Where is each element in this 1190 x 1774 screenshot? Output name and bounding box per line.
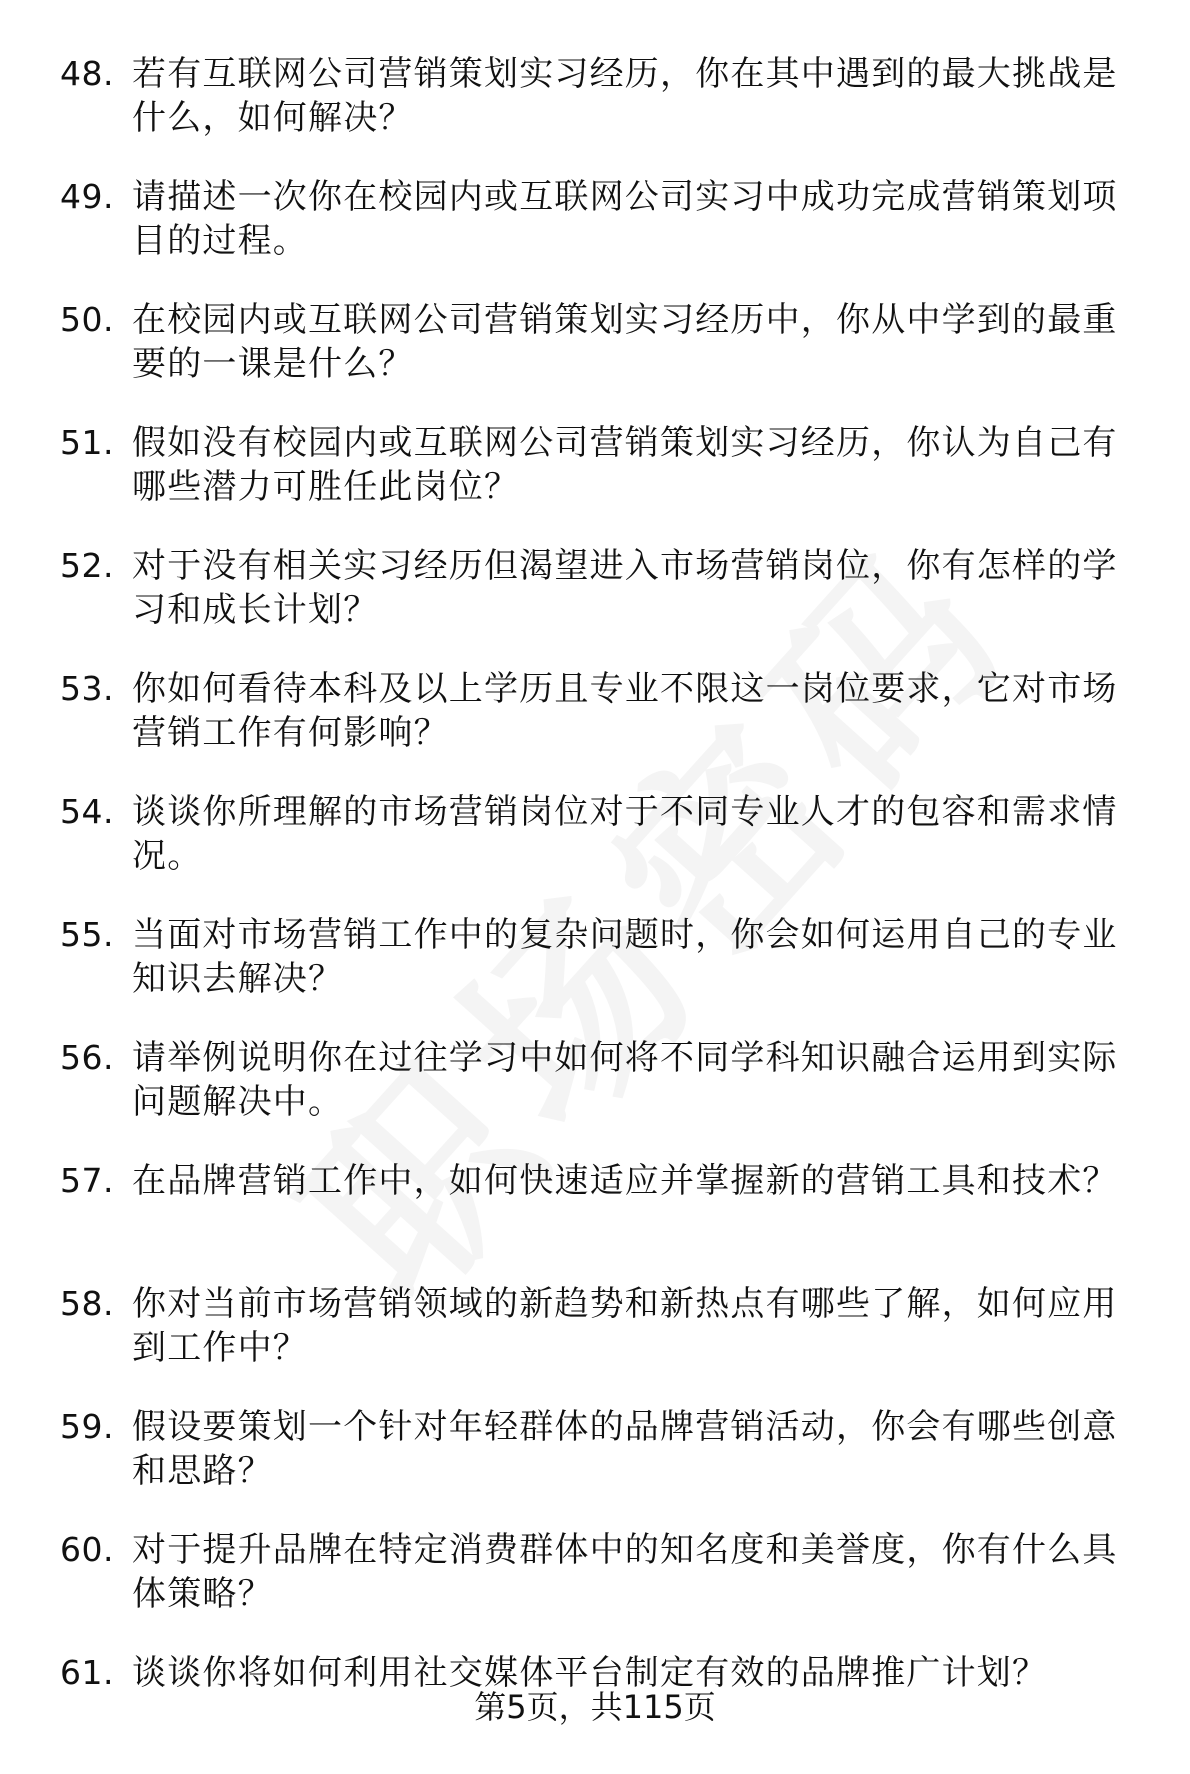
question-text: 请举例说明你在过往学习中如何将不同学科知识融合运用到实际问题解决中。 <box>132 1038 1118 1122</box>
question-text: 谈谈你所理解的市场营销岗位对于不同专业人才的包容和需求情况。 <box>132 792 1118 876</box>
question-number: 52. <box>60 546 114 585</box>
question-number: 50. <box>60 300 114 339</box>
question-number: 60. <box>60 1530 114 1569</box>
question-text: 在校园内或互联网公司营销策划实习经历中，你从中学到的最重要的一课是什么？ <box>132 300 1118 384</box>
question-number: 56. <box>60 1038 114 1077</box>
question-text: 谈谈你将如何利用社交媒体平台制定有效的品牌推广计划？ <box>132 1653 1048 1693</box>
question-number: 51. <box>60 423 114 462</box>
question-number: 55. <box>60 915 114 954</box>
question-number: 48. <box>60 54 114 93</box>
question-text: 假设要策划一个针对年轻群体的品牌营销活动，你会有哪些创意和思路？ <box>132 1407 1118 1491</box>
question-number: 57. <box>60 1161 114 1200</box>
question-item <box>60 544 1150 667</box>
question-item <box>60 1528 1150 1651</box>
question-item <box>60 1282 1150 1405</box>
question-number: 54. <box>60 792 114 831</box>
question-item <box>60 667 1150 790</box>
question-text: 当面对市场营销工作中的复杂问题时，你会如何运用自己的专业知识去解决？ <box>132 915 1118 999</box>
question-number: 58. <box>60 1284 114 1323</box>
question-list <box>60 52 1150 1774</box>
question-text: 对于没有相关实习经历但渴望进入市场营销岗位，你有怎样的学习和成长计划？ <box>132 546 1118 630</box>
question-item <box>60 1036 1150 1159</box>
question-item <box>60 421 1150 544</box>
question-item <box>60 1159 1150 1282</box>
question-text: 在品牌营销工作中，如何快速适应并掌握新的营销工具和技术？ <box>132 1161 1118 1201</box>
question-text: 你如何看待本科及以上学历且专业不限这一岗位要求，它对市场营销工作有何影响？ <box>132 669 1118 753</box>
question-number: 61. <box>60 1653 114 1692</box>
question-text: 你对当前市场营销领域的新趋势和新热点有哪些了解，如何应用到工作中？ <box>132 1284 1118 1368</box>
question-item <box>60 1405 1150 1528</box>
question-text: 请描述一次你在校园内或互联网公司实习中成功完成营销策划项目的过程。 <box>132 177 1118 261</box>
question-item <box>60 298 1150 421</box>
question-item <box>60 913 1150 1036</box>
question-number: 53. <box>60 669 114 708</box>
question-item <box>60 52 1150 175</box>
question-text: 对于提升品牌在特定消费群体中的知名度和美誉度，你有什么具体策略？ <box>132 1530 1118 1614</box>
page-footer: 第5页，共115页 <box>474 1688 716 1726</box>
question-number: 59. <box>60 1407 114 1446</box>
question-item <box>60 790 1150 913</box>
question-number: 49. <box>60 177 114 216</box>
question-text: 若有互联网公司营销策划实习经历，你在其中遇到的最大挑战是什么，如何解决？ <box>132 54 1118 138</box>
question-item <box>60 175 1150 298</box>
question-text: 假如没有校园内或互联网公司营销策划实习经历，你认为自己有哪些潜力可胜任此岗位？ <box>132 423 1118 507</box>
